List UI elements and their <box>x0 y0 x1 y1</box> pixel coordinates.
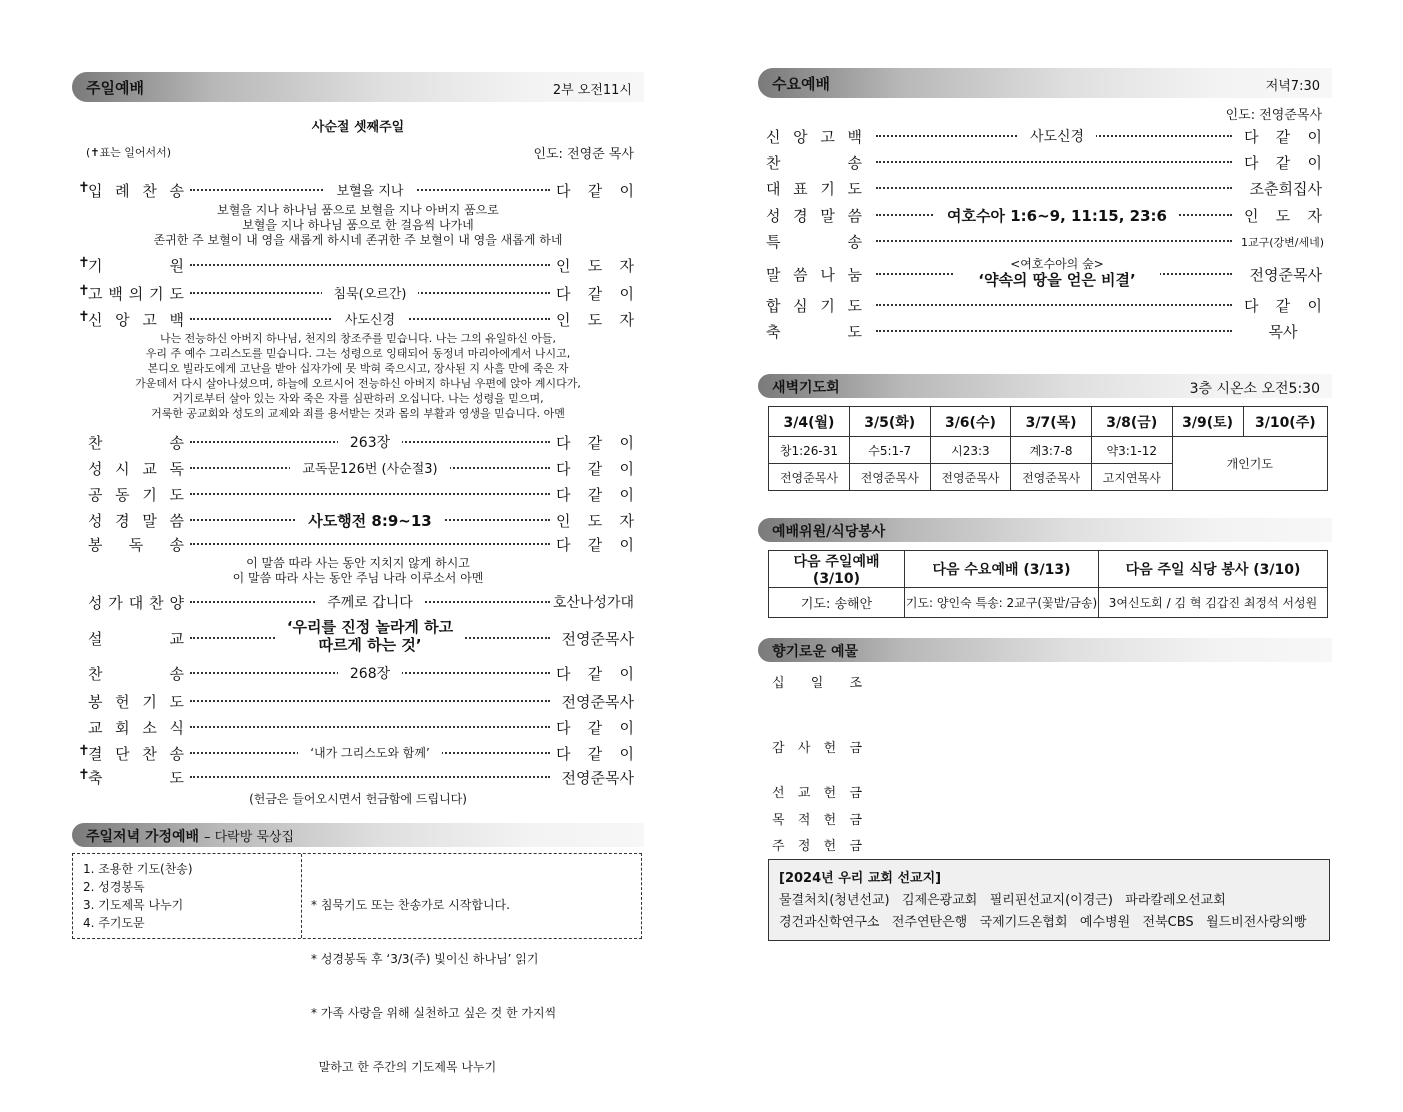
order-label: 교 회 소 식 <box>88 719 184 737</box>
weekend-cell: 개인기도 <box>1172 437 1327 491</box>
service-committee-title: 예배위원/식당봉사 <box>772 524 886 540</box>
stand-mark: ✝ <box>78 767 90 783</box>
order-middle: 사도신경 <box>876 126 1238 146</box>
order-label: 성 경 말 씀 <box>766 207 862 225</box>
wed-row-united-prayer <box>758 295 1332 317</box>
order-who: 인 도 자 <box>556 512 634 530</box>
offering-thanks: 감 사 헌 금 <box>772 741 862 756</box>
evening-step: 2. 성경봉독 <box>83 880 145 894</box>
leader-cell: 고지연목사 <box>1091 464 1172 491</box>
service-committee-table <box>768 550 1328 618</box>
leader-dots <box>876 330 1232 332</box>
table-cell: 기도: 송해안 <box>769 588 905 618</box>
dawn-prayer-table <box>768 406 1328 491</box>
evening-worship-title: 주일저녁 가정예배 – 다락방 묵상집 <box>86 829 295 845</box>
table-row <box>769 588 1328 618</box>
order-who: 조춘희집사 <box>1249 180 1322 198</box>
day-header: 3/8(금) <box>1091 407 1172 437</box>
wednesday-service-header <box>758 68 1332 98</box>
offering-monthly: 주 정 헌 금 <box>772 839 862 854</box>
day-header: 3/6(수) <box>930 407 1011 437</box>
leader-cell: 전영준목사 <box>849 464 930 491</box>
order-who: 다 같 이 <box>556 745 634 763</box>
passage-cell: 약3:1-12 <box>1091 437 1172 464</box>
evening-step: 3. 기도제목 나누기 <box>83 898 184 912</box>
dawn-prayer-info: 3층 시온소 오전5:30 <box>1189 381 1320 397</box>
order-who: 다 같 이 <box>556 460 634 478</box>
sunday-service-title: 주일예배 <box>86 79 144 97</box>
standing-note: (✝표는 일어서서) <box>86 146 172 159</box>
order-who: 전영준목사 <box>561 630 634 648</box>
wed-row-special-song <box>758 231 1332 253</box>
series-title: <여호수아의 숲> <box>966 256 1147 272</box>
creed-line: 나는 전능하신 아버지 하나님, 천지의 창조주를 믿습니다. 나는 그의 유일하신 아들, <box>159 332 557 345</box>
order-middle: 263장 <box>190 432 550 452</box>
order-who: 1교구(강변/세네) <box>1240 236 1324 249</box>
order-row-hymn-1 <box>72 432 644 454</box>
reading-song-lyrics <box>72 556 644 586</box>
order-label: 축 도 <box>88 769 184 787</box>
creed-line: 거기로부터 살아 있는 자와 죽은 자를 심판하러 오십니다. 나는 성령을 믿으며, <box>172 392 544 405</box>
missions-line: 물결처치(청년선교) 김제은광교회 필리핀선교지(이경근) 파라칼레오선교회 <box>779 893 1226 908</box>
offering-note: (헌금은 들어오시면서 헌금함에 드립니다) <box>249 792 467 806</box>
creed-line: 우리 주 예수 그리스도를 믿습니다. 그는 성령으로 잉태되어 동정녀 마리아에게서 나시고, <box>145 347 571 360</box>
service-committee-header <box>758 518 1332 542</box>
column-header: 다음 주일 식당 봉사 (3/10) <box>1099 551 1328 588</box>
order-row-invocation <box>72 255 644 277</box>
table-cell: 기도: 양인숙 특송: 2교구(꽃밭/금송) <box>905 588 1099 618</box>
offering-purpose: 목 적 헌 금 <box>772 813 862 828</box>
day-header: 3/4(월) <box>769 407 850 437</box>
order-row-benediction <box>72 767 644 789</box>
order-label: 성 시 교 독 <box>88 460 184 478</box>
order-row-announcements <box>72 717 644 739</box>
order-who: 다 같 이 <box>556 486 634 504</box>
order-label: 찬 송 <box>88 434 184 452</box>
day-header: 3/5(화) <box>849 407 930 437</box>
order-label: 고 백 의 기 도 <box>88 285 184 303</box>
evening-notes <box>311 860 556 1112</box>
order-row-confession <box>72 283 644 305</box>
order-label: 신 앙 고 백 <box>766 128 862 146</box>
leader-dots <box>876 187 1232 189</box>
order-label: 신 앙 고 백 <box>88 311 184 329</box>
order-label: 성 가 대 찬 양 <box>88 594 184 612</box>
table-row <box>769 407 1328 437</box>
order-who: 인 도 자 <box>556 311 634 329</box>
order-middle: 268장 <box>190 663 550 683</box>
leader-dots <box>190 264 550 266</box>
missions-title: [2024년 우리 교회 선교지] <box>779 871 942 886</box>
order-middle: ‘우리를 진정 놀라게 하고 따르게 하는 것’ <box>190 618 550 654</box>
divider <box>301 854 302 938</box>
evening-step: 1. 조용한 기도(찬송) <box>83 862 193 876</box>
order-middle: 보혈을 지나 <box>190 180 550 199</box>
order-who: 다 같 이 <box>556 719 634 737</box>
order-label: 봉 헌 기 도 <box>88 693 184 711</box>
order-who: 다 같 이 <box>556 285 634 303</box>
passage-cell: 시23:3 <box>930 437 1011 464</box>
order-label: 찬 송 <box>88 665 184 683</box>
leader-dots <box>190 700 550 702</box>
order-label: 특 송 <box>766 233 862 251</box>
leader-cell: 전영준목사 <box>930 464 1011 491</box>
order-label: 봉 독 송 <box>88 536 184 554</box>
wed-row-hymn <box>758 152 1332 174</box>
order-label: 결 단 찬 송 <box>88 745 184 763</box>
order-label: 공 동 기 도 <box>88 486 184 504</box>
leader-dots <box>876 240 1232 242</box>
order-label: 입 례 찬 송 <box>88 182 184 200</box>
offering-title: 향기로운 예물 <box>772 644 859 660</box>
stand-mark: ✝ <box>78 743 90 759</box>
order-who: 다 같 이 <box>556 536 634 554</box>
leader-cell: 전영준목사 <box>1011 464 1092 491</box>
order-row-offering-prayer <box>72 691 644 713</box>
stand-mark: ✝ <box>78 283 90 299</box>
column-header: 다음 수요예배 (3/13) <box>905 551 1099 588</box>
dawn-prayer-title: 새벽기도회 <box>772 380 840 396</box>
order-who: 전영준목사 <box>1249 266 1322 284</box>
liturgical-subtitle: 사순절 셋째주일 <box>311 120 405 135</box>
evening-steps <box>83 860 193 932</box>
order-label: 설 교 <box>88 630 184 648</box>
evening-note: * 가족 사랑을 위해 실천하고 싶은 것 한 가지씩 <box>311 1006 557 1020</box>
creed-line: 본디오 빌라도에게 고난을 받아 십자가에 못 박혀 죽으시고, 장사된 지 사흘 만에 죽은 자 <box>147 362 569 375</box>
order-row-entrance-hymn <box>72 180 644 202</box>
order-row-scripture <box>72 510 644 532</box>
order-middle: 사도신경 <box>190 309 550 328</box>
order-middle: 침묵(오르간) <box>190 283 550 302</box>
order-who: 다 같 이 <box>1244 128 1322 146</box>
order-label: 축 도 <box>766 323 862 341</box>
order-row-responsive-reading <box>72 458 644 480</box>
table-row <box>769 437 1328 464</box>
passage-cell: 창1:26-31 <box>769 437 850 464</box>
order-who: 전영준목사 <box>561 693 634 711</box>
wed-row-scripture <box>758 205 1332 227</box>
passage-cell: 수5:1-7 <box>849 437 930 464</box>
leader-dots <box>876 161 1232 163</box>
wednesday-leader: 인도: 전영준목사 <box>1225 108 1322 123</box>
order-who: 전영준목사 <box>561 769 634 787</box>
evening-note: * 성경봉독 후 ‘3/3(주) 빛이신 하나님’ 읽기 <box>311 952 539 966</box>
order-row-hymn-2 <box>72 663 644 685</box>
hymn-lyrics <box>72 203 644 248</box>
wednesday-service-time: 저녁7:30 <box>1265 79 1320 94</box>
order-middle: 여호수아 1:6~9, 11:15, 23:6 <box>876 205 1238 226</box>
lyric-line: 이 말씀 따라 사는 동안 주님 나라 이루소서 아멘 <box>232 571 484 585</box>
dawn-prayer-header <box>758 374 1332 398</box>
lyric-line: 존귀한 주 보혈이 내 영을 새롭게 하시네 존귀한 주 보혈이 내 영을 새롭게 하네 <box>153 233 563 247</box>
stand-mark: ✝ <box>78 309 90 325</box>
order-label: 찬 송 <box>766 154 862 172</box>
order-label: 성 경 말 씀 <box>88 512 184 530</box>
column-header: 다음 주일예배 (3/10) <box>769 551 905 588</box>
order-who: 다 같 이 <box>556 182 634 200</box>
order-middle <box>876 256 1238 288</box>
lyric-line: 이 말씀 따라 사는 동안 지치지 않게 하시고 <box>246 556 470 570</box>
order-middle: 주께로 갑니다 <box>190 592 550 612</box>
order-label: 말 씀 나 눔 <box>766 266 862 284</box>
lyric-line: 보혈을 지나 하나님 품으로 보혈을 지나 아버지 품으로 <box>217 203 499 217</box>
order-row-commitment-hymn <box>72 743 644 765</box>
order-label: 대 표 기 도 <box>766 180 862 198</box>
apostles-creed-text <box>72 331 644 421</box>
sunday-service-header <box>72 72 644 102</box>
order-row-creed <box>72 309 644 331</box>
stand-mark: ✝ <box>78 180 90 196</box>
sunday-leader: 인도: 전영준 목사 <box>533 147 634 162</box>
leader-dots <box>190 726 550 728</box>
passage-cell: 계3:7-8 <box>1011 437 1092 464</box>
order-who: 다 같 이 <box>556 665 634 683</box>
offering-mission: 선 교 헌 금 <box>772 786 862 801</box>
table-cell: 3여신도회 / 김 혁 김갑진 최정석 서성원 <box>1099 588 1328 618</box>
wed-row-benediction <box>758 321 1332 343</box>
lyric-line: 보혈을 지나 하나님 품으로 한 걸음씩 나가네 <box>242 218 474 232</box>
order-row-choir <box>72 592 644 614</box>
order-who: 다 같 이 <box>556 434 634 452</box>
wed-row-creed <box>758 126 1332 148</box>
order-who: 호산나성가대 <box>552 595 634 611</box>
offering-tithe: 십 일 조 <box>772 676 862 691</box>
order-row-common-prayer <box>72 484 644 506</box>
offering-header <box>758 638 1332 662</box>
evening-note: * 침묵기도 또는 찬송가로 시작합니다. <box>311 898 510 912</box>
order-who: 다 같 이 <box>1244 297 1322 315</box>
table-row <box>769 551 1328 588</box>
missions-box <box>768 859 1330 941</box>
creed-line: 가운데서 다시 살아나셨으며, 하늘에 오르시어 전능하신 아버지 하나님 우편에 앉아 계시다가, <box>135 377 581 390</box>
leader-dots <box>190 543 550 545</box>
missions-line: 경건과신학연구소 전주연탄은행 국제기드온협회 예수병원 전북CBS 월드비전사랑의빵 <box>779 915 1307 930</box>
wed-row-word-sharing <box>758 256 1332 292</box>
sunday-service-time: 2부 오전11시 <box>552 83 632 98</box>
creed-line: 거룩한 공교회와 성도의 교제와 죄를 용서받는 것과 몸의 부활과 영생을 믿습니다. 아멘 <box>151 407 565 420</box>
order-label: 기 원 <box>88 257 184 275</box>
leader-dots <box>190 493 550 495</box>
evening-note: 말하고 한 주간의 기도제목 나누기 <box>311 1060 497 1074</box>
wed-row-representative-prayer <box>758 178 1332 200</box>
evening-worship-box <box>72 853 642 1074</box>
stand-mark: ✝ <box>78 255 90 271</box>
order-who: 인 도 자 <box>556 257 634 275</box>
day-header: 3/10(주) <box>1243 407 1327 437</box>
leader-cell: 전영준목사 <box>769 464 850 491</box>
evening-worship-header <box>72 823 644 847</box>
order-row-reading-song <box>72 534 644 556</box>
order-middle: ‘내가 그리스도와 함께’ <box>190 743 550 761</box>
order-who: 인 도 자 <box>1244 207 1322 225</box>
leader-dots <box>876 304 1232 306</box>
order-row-sermon <box>72 618 644 658</box>
evening-step: 4. 주기도문 <box>83 916 145 930</box>
order-label: 합 심 기 도 <box>766 297 862 315</box>
order-who: 목사 <box>1268 323 1298 341</box>
leader-dots <box>190 776 550 778</box>
order-who: 다 같 이 <box>1244 154 1322 172</box>
day-header: 3/9(토) <box>1172 407 1243 437</box>
order-middle: 사도행전 8:9~13 <box>190 510 550 531</box>
wednesday-service-title: 수요예배 <box>772 75 830 93</box>
order-middle: 교독문126번 (사순절3) <box>190 458 550 477</box>
day-header: 3/7(목) <box>1011 407 1092 437</box>
sermon-title: ‘약속의 땅을 얻은 비결’ <box>966 272 1147 288</box>
